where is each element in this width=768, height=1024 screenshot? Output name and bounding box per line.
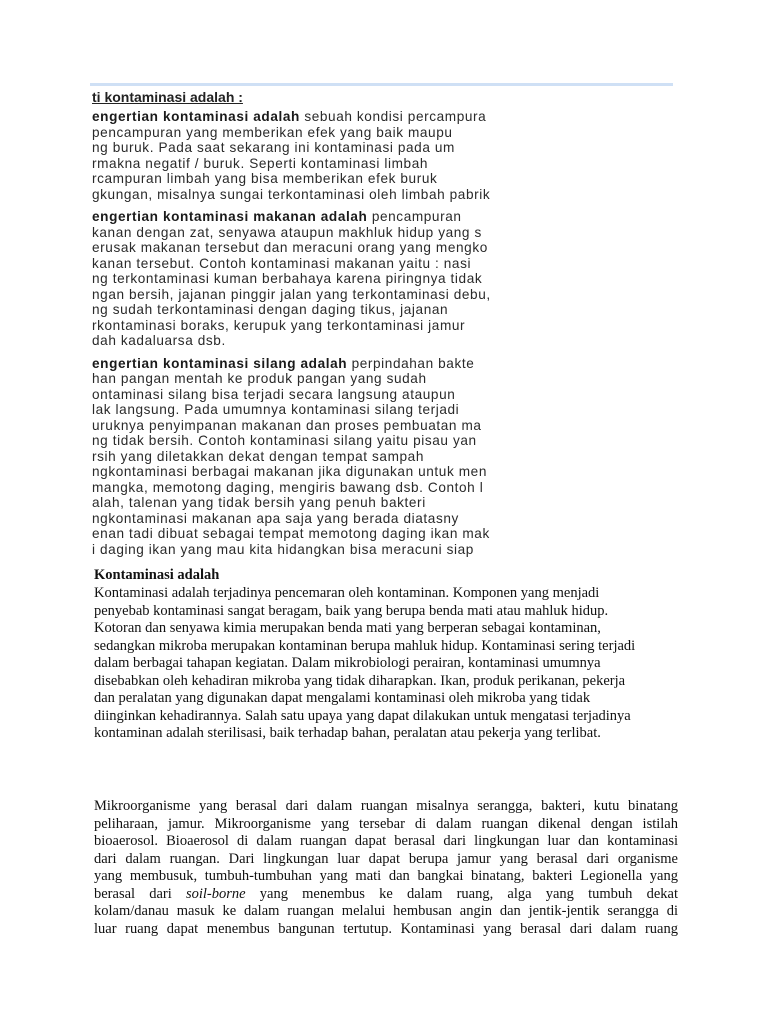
screenshot-body <box>92 109 673 558</box>
screenshot-line: ngan bersih, jajanan pinggir jalan yang terkontaminasi debu, <box>92 286 491 302</box>
text-line: dari dalam ruangan. Dari lingkungan luar dapat berupa jamur yang berasal dari organisme <box>94 850 678 867</box>
screenshot-title: ti kontaminasi adalah : <box>92 89 243 105</box>
text-segment: berasal dari <box>94 885 186 902</box>
screenshot-line: ontaminasi silang bisa terjadi secara langsung ataupun <box>92 386 456 402</box>
screenshot-line: rkontaminasi boraks, kerupuk yang terkontaminasi jamur <box>92 317 466 333</box>
paragraph-kontaminasi <box>94 585 678 743</box>
screenshot-line: mangka, memotong daging, mengiris bawang dsb. Contoh l <box>92 479 484 495</box>
screenshot-line: han pangan mentah ke produk pangan yang sudah <box>92 371 427 386</box>
screenshot-line: alah, talenan yang tidak bersih yang penuh bakteri <box>92 495 426 510</box>
screenshot-line: lak langsung. Pada umumnya kontaminasi silang terjadi <box>92 402 460 417</box>
screenshot-line: dah kadaluarsa dsb. <box>92 333 226 348</box>
screenshot-line: rmakna negatif / buruk. Seperti kontaminasi limbah <box>92 155 429 171</box>
screenshot-line: gkungan, misalnya sungai terkontaminasi oleh limbah pabrik <box>92 186 491 202</box>
screenshot-line: ngkontaminasi makanan apa saja yang berada diatasny <box>92 510 459 526</box>
text-line: kontaminan adalah sterilisasi, baik terhadap bahan, peralatan atau pekerja yang terlibat. <box>94 725 601 741</box>
text-line: diinginkan kehadirannya. Salah satu upaya yang dapat dilakukan untuk mengatasi terjadinya <box>94 707 631 724</box>
screenshot-line: i daging ikan yang mau kita hidangkan bisa meracuni siap <box>92 541 474 557</box>
text-line: luar ruang dapat menembus bangunan tertutup. Kontaminasi yang berasal dari dalam ruang <box>94 920 678 937</box>
screenshot-lead: engertian kontaminasi adalah <box>92 109 300 124</box>
text-line: kolam/danau masuk ke dalam ruangan melalui hembusan angin dan jentik-jentik serangga di <box>94 903 678 919</box>
screenshot-line: pencampuran yang memberikan efek yang baik maupu <box>92 124 453 140</box>
screenshot-line: rsih yang diletakkan dekat dengan tempat sampah <box>92 448 424 464</box>
screenshot-lead: engertian kontaminasi silang adalah <box>92 355 348 371</box>
screenshot-line <box>92 109 673 125</box>
screenshot-line: rcampuran limbah yang bisa memberikan efek buruk <box>92 171 438 186</box>
screenshot-line-text: perpindahan bakte <box>347 355 475 371</box>
paragraph-mikroorganisme <box>94 798 678 938</box>
text-line: dan peralatan yang digunakan dapat mengalami kontaminasi oleh mikroba yang tidak <box>94 690 591 706</box>
screenshot-line: enan tadi dibuat sebagai tempat memotong daging ikan mak <box>92 526 490 541</box>
text-line: Kotoran dan senyawa kimia merupakan benda mati yang berperan sebagai kontaminan, <box>94 620 601 636</box>
screenshot-line: erusak makanan tersebut dan meracuni orang yang mengko <box>92 240 488 255</box>
screenshot-top-border <box>90 83 673 86</box>
screenshot-line: kanan dengan zat, senyawa ataupun makhluk hidup yang s <box>92 224 482 240</box>
embedded-screenshot <box>90 83 673 558</box>
screenshot-paragraph-1 <box>92 109 673 202</box>
section-heading: Kontaminasi adalah <box>94 567 220 583</box>
text-line: Mikroorganisme yang berasal dari dalam ruangan misalnya serangga, bakteri, kutu binatang <box>94 798 678 814</box>
screenshot-line: ng buruk. Pada saat sekarang ini kontaminasi pada um <box>92 140 455 155</box>
screenshot-line <box>92 209 673 225</box>
text-line: dalam berbagai tahapan kegiatan. Dalam mikrobiologi perairan, kontaminasi umumnya <box>94 655 601 671</box>
text-line: disebabkan oleh kehadiran mikroba yang tidak diharapkan. Ikan, produk perikanan, pekerja <box>94 672 626 689</box>
text-line: bioaerosol. Bioaerosol di dalam ruangan dapat berasal dari lingkungan luar dan kontaminasi <box>94 833 678 849</box>
screenshot-line: ngkontaminasi berbagai makanan jika digunakan untuk men <box>92 464 487 479</box>
screenshot-line-text: pencampuran <box>367 209 462 224</box>
screenshot-paragraph-3 <box>92 356 673 559</box>
screenshot-lead: engertian kontaminasi makanan adalah <box>92 209 368 224</box>
text-segment: yang menembus ke dalam ruang, alga yang tumbuh dekat <box>245 885 678 902</box>
screenshot-line <box>92 356 673 372</box>
italic-term: soil-borne <box>185 885 246 902</box>
screenshot-line: ng terkontaminasi kuman berbahaya karena piringnya tidak <box>92 271 483 286</box>
text-line: peliharaan, jamur. Mikroorganisme yang tersebar di dalam ruangan dikenal dengan istilah <box>94 815 678 832</box>
screenshot-line <box>92 557 673 558</box>
screenshot-line: kanan tersebut. Contoh kontaminasi makanan yaitu : nasi <box>92 255 472 271</box>
text-line: Kontaminasi adalah terjadinya pencemaran oleh kontaminan. Komponen yang menjadi <box>94 585 600 601</box>
text-line: penyebab kontaminasi sangat beragam, baik yang berupa benda mati atau mahluk hidup. <box>94 602 609 619</box>
screenshot-paragraph-2 <box>92 209 673 349</box>
screenshot-line: ng sudah terkontaminasi dengan daging tikus, jajanan <box>92 302 449 317</box>
text-line: sedangkan mikroba merupakan kontaminan berupa mahluk hidup. Kontaminasi sering terjadi <box>94 637 636 654</box>
screenshot-line: ng tidak bersih. Contoh kontaminasi silang yaitu pisau yan <box>92 433 477 448</box>
screenshot-line-text: sebuah kondisi percampura <box>299 109 487 124</box>
text-line: yang membusuk, tumbuh-tumbuhan yang mati dan bangkai binatang, bakteri Legionella yang <box>94 868 678 884</box>
text-line <box>94 886 678 904</box>
screenshot-line: uruknya penyimpanan makanan dan proses pembuatan ma <box>92 417 482 433</box>
